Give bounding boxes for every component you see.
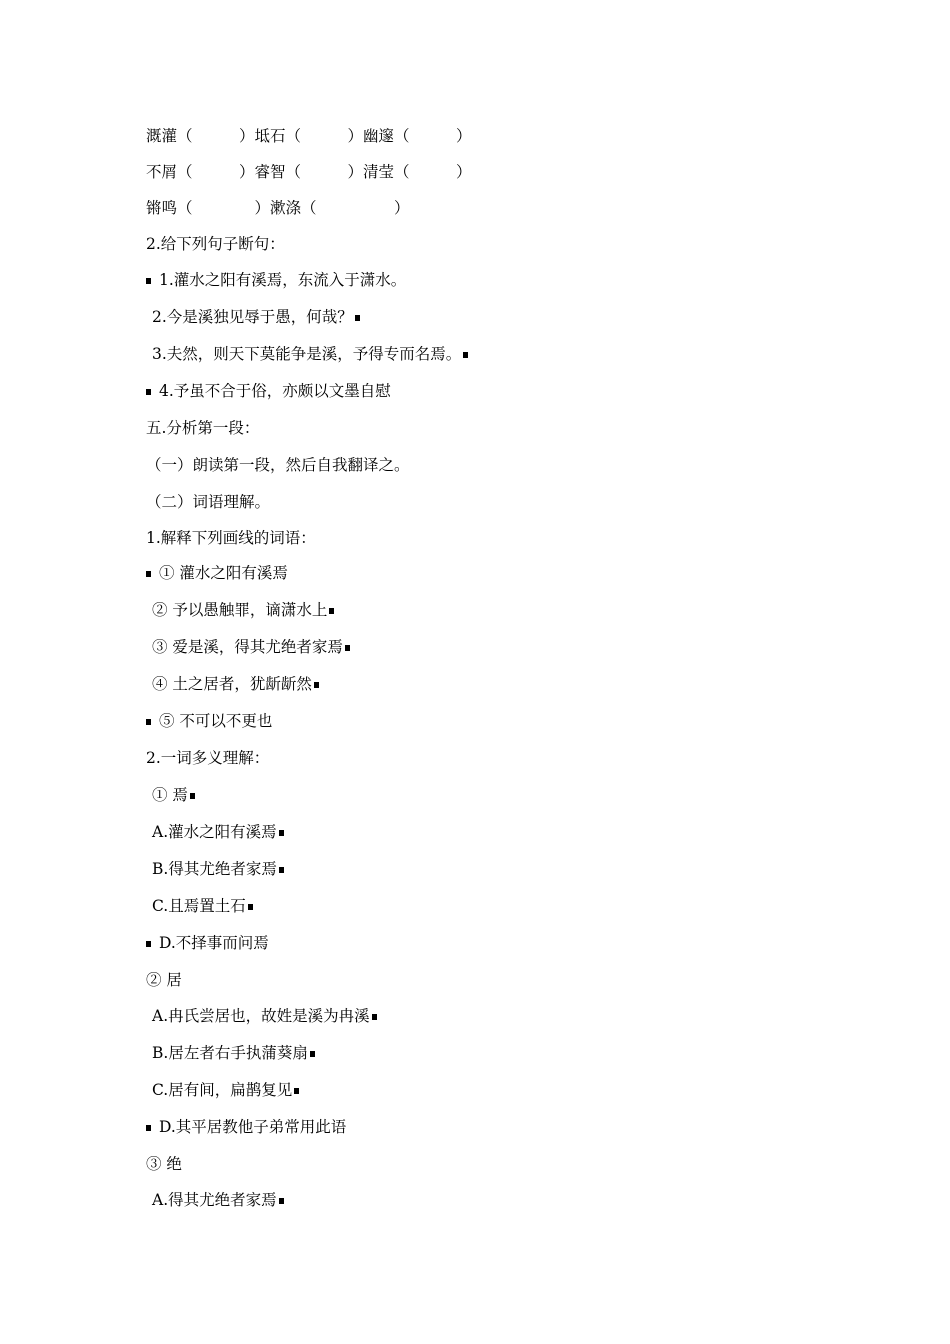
vocab-line-3 (146, 198, 410, 218)
vocab-line-2 (146, 162, 472, 182)
vocab-text: 溉灌（ ）坻石（ ）幽邃（ ） (146, 127, 472, 145)
list-item: A.冉氏尝居也，故姓是溪为冉溪 (146, 1006, 377, 1026)
vocab-text: 不屑（ ）睿智（ ）清莹（ ） (146, 163, 472, 181)
bullet-mark-icon (310, 1051, 315, 1057)
bullet-mark-icon (146, 389, 151, 395)
list-item: 3.夫然，则天下莫能争是溪，予得专而名焉。 (146, 344, 468, 364)
list-item: C.居有间，扁鹊复见 (146, 1080, 299, 1100)
list-item: D.不择事而问焉 (146, 933, 269, 953)
list-item: ② 予以愚触罪，谪潇水上 (146, 600, 334, 620)
list-item: C.且焉置土石 (146, 896, 253, 916)
bullet-mark-icon (279, 1198, 284, 1204)
bullet-mark-icon (329, 608, 334, 614)
list-item: ④ 土之居者，犹龂龂然 (146, 674, 319, 694)
part-5-heading: 五.分析第一段： (146, 419, 260, 437)
bullet-mark-icon (146, 719, 151, 725)
bullet-mark-icon (279, 867, 284, 873)
bullet-mark-icon (279, 830, 284, 836)
list-item: B.居左者右手执蒲葵扇 (146, 1043, 315, 1063)
list-item: D.其平居教他子弟常用此语 (146, 1117, 346, 1137)
list-item: A.得其尤绝者家焉 (146, 1190, 284, 1210)
bullet-mark-icon (146, 941, 151, 947)
bullet-mark-icon (355, 315, 360, 321)
bullet-mark-icon (146, 1125, 151, 1131)
term-label: ① 焉 (146, 785, 195, 805)
bullet-mark-icon (314, 682, 319, 688)
list-item: 1.灌水之阳有溪焉，东流入于潇水。 (146, 270, 406, 290)
bullet-mark-icon (372, 1014, 377, 1020)
list-item: ① 灌水之阳有溪焉 (146, 563, 288, 583)
list-item: B.得其尤绝者家焉 (146, 859, 284, 879)
term-label: ③ 绝 (146, 1155, 182, 1173)
bullet-mark-icon (248, 904, 253, 910)
question-2b-heading: 2.一词多义理解： (146, 749, 270, 767)
question-1-heading: 1.解释下列画线的词语： (146, 529, 316, 547)
list-item: ⑤ 不可以不更也 (146, 711, 272, 731)
bullet-mark-icon (146, 278, 151, 284)
vocab-text: 锵鸣（ ）漱涤（ ） (146, 199, 410, 217)
bullet-mark-icon (146, 571, 151, 577)
part-5-sub-2: （二）词语理解。 (146, 493, 271, 511)
bullet-mark-icon (345, 645, 350, 651)
bullet-mark-icon (190, 793, 195, 799)
question-2-heading: 2.给下列句子断句： (146, 235, 285, 253)
bullet-mark-icon (294, 1088, 299, 1094)
part-5-sub-1: （一）朗读第一段，然后自我翻译之。 (146, 456, 410, 474)
bullet-mark-icon (463, 352, 468, 358)
vocab-line-1 (146, 126, 472, 146)
list-item: 2.今是溪独见辱于愚，何哉？ (146, 307, 360, 327)
list-item: ③ 爱是溪，得其尤绝者家焉 (146, 637, 350, 657)
list-item: 4.予虽不合于俗，亦颇以文墨自慰 (146, 381, 391, 401)
term-label: ② 居 (146, 971, 182, 989)
list-item: A.灌水之阳有溪焉 (146, 822, 284, 842)
